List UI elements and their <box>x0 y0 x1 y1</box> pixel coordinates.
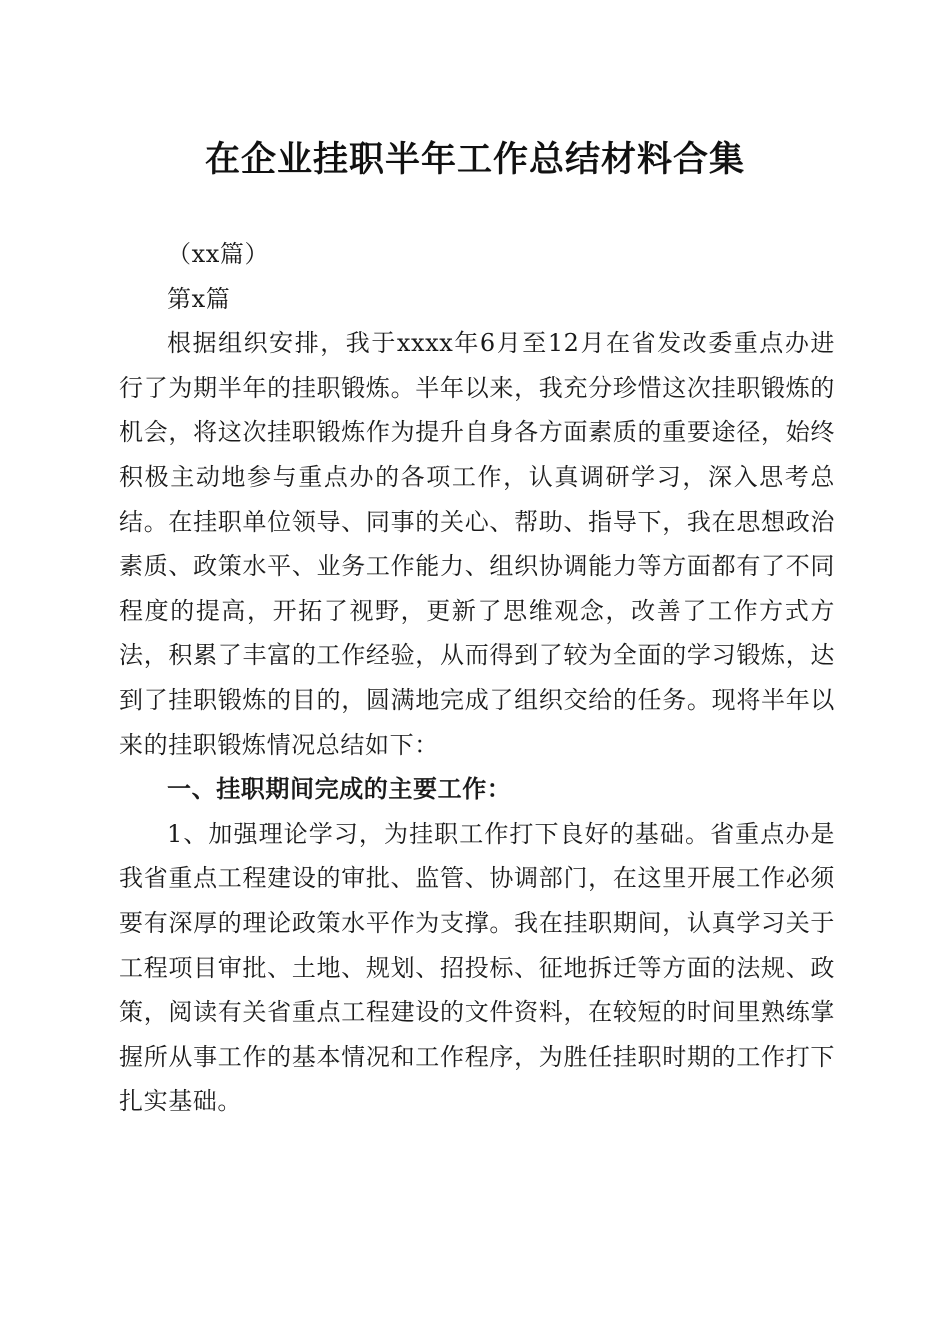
document-body <box>119 232 835 1124</box>
part-label: 第x篇 <box>167 284 231 313</box>
series-note: （xx篇） <box>167 240 270 268</box>
document-title: 在企业挂职半年工作总结材料合集 <box>204 139 745 180</box>
section-heading: 一、挂职期间完成的主要工作： <box>167 775 512 804</box>
intro-paragraph: 根据组织安排，我于xxxx年6月至12月在省发改委重点办进行了为期半年的挂职锻炼。半年以来，我充分珍惜这次挂职锻炼的机会，将这次挂职锻炼作为提升自身各方面素质的重要途径，始终积极主动地参与重点办的各项工作，认真调研学习，深入思考总结。在挂职单位领导、同事的关心、帮助、指导下，我在思想政治素质、政策水平、业务工作能力、组织协调能力等方面都有了不同程度的提高，开拓了视野，更新了思维观念，改善了工作方式方法，积累了丰富的工作经验，从而得到了较为全面的学习锻炼，达到了挂职锻炼的目的，圆满地完成了组织交给的任务。现将半年以来的挂职锻炼情况总结如下： <box>119 329 835 759</box>
section-paragraph: 1、加强理论学习，为挂职工作打下良好的基础。省重点办是我省重点工程建设的审批、监管、协调部门，在这里开展工作必须要有深厚的理论政策水平作为支撑。我在挂职期间，认真学习关于工程项目审批、土地、规划、招投标、征地拆迁等方面的法规、政策，阅读有关省重点工程建设的文件资料，在较短的时间里熟练掌握所从事工作的基本情况和工作程序，为胜任挂职时期的工作打下扎实基础。 <box>119 819 835 1116</box>
